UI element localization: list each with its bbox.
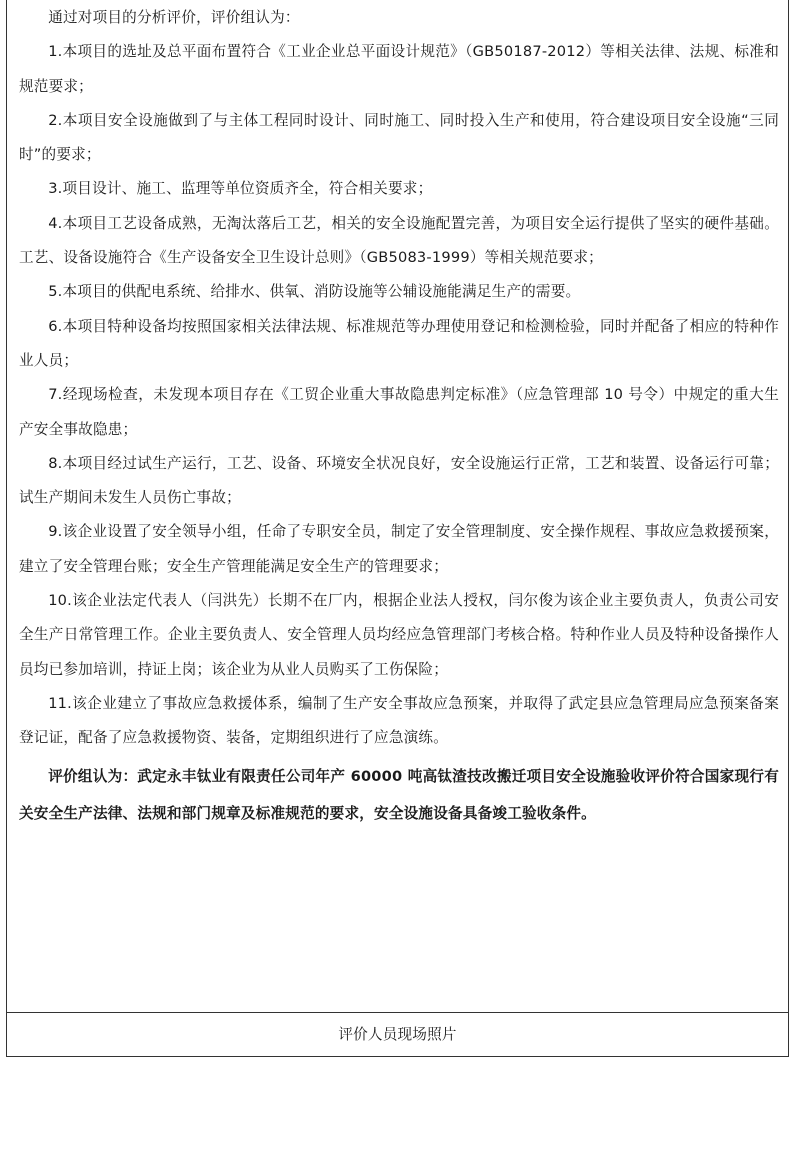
item-paragraph-10: 10.该企业法定代表人（闫洪先）长期不在厂内，根据企业法人授权，闫尔俊为该企业主要负责人，负责公司安全生产日常管理工作。企业主要负责人、安全管理人员均经应急管理部门考核合格。特种作业人员及特种设备操作人员均已参加培训，持证上岗；该企业为从业人员购买了工伤保险； (19, 592, 779, 678)
item-paragraph-11: 11.该企业建立了事故应急救援体系，编制了生产安全事故应急预案，并取得了武定县应急管理局应急预案备案登记证，配备了应急救援物资、装备，定期组织进行了应急演练。 (19, 694, 779, 747)
item-paragraph-9: 9.该企业设置了安全领导小组，任命了专职安全员，制定了安全管理制度、安全操作规程、事故应急救援预案，建立了安全管理台账；安全生产管理能满足安全生产的管理要求； (19, 523, 779, 575)
evaluation-conclusion-cell (6, 0, 789, 1013)
item-paragraph-4: 4.本项目工艺设备成熟，无淘汰落后工艺，相关的安全设施配置完善，为项目安全运行提供了坚实的硬件基础。工艺、设备设施符合《生产设备安全卫生设计总则》（GB5083-1999）等相关规范要求； (19, 214, 779, 267)
item-paragraph-2: 2.本项目安全设施做到了与主体工程同时设计、同时施工、同时投入生产和使用，符合建设项目安全设施“三同时”的要求； (19, 111, 779, 164)
item-paragraph-8: 8.本项目经过试生产运行，工艺、设备、环境安全状况良好，安全设施运行正常，工艺和装置、设备运行可靠；试生产期间未发生人员伤亡事故； (19, 454, 779, 507)
item-paragraph-7: 7.经现场检查，未发现本项目存在《工贸企业重大事故隐患判定标准》（应急管理部 10 号令）中规定的重大生产安全事故隐患； (19, 386, 779, 438)
photo-section-caption: 评价人员现场照片 (338, 1026, 457, 1043)
item-paragraph-1: 1.本项目的选址及总平面布置符合《工业企业总平面设计规范》（GB50187-2012）等相关法律、法规、标准和规范要求； (19, 43, 779, 95)
item-paragraph-3: 3.项目设计、施工、监理等单位资质齐全，符合相关要求； (48, 180, 433, 198)
item-paragraph-6: 6.本项目特种设备均按照国家相关法律法规、标准规范等办理使用登记和检测检验，同时并配备了相应的特种作业人员； (19, 317, 779, 369)
intro-paragraph: 通过对项目的分析评价，评价组认为： (48, 9, 300, 26)
conclusion-paragraph: 评价组认为：武定永丰钛业有限责任公司年产 60000 吨高钛渣技改搬迁项目安全设施验收评价符合国家现行有关安全生产法律、法规和部门规章及标准规范的要求，安全设施设备具备竣工验收条件。 (19, 767, 779, 822)
item-paragraph-5: 5.本项目的供配电系统、给排水、供氧、消防设施等公辅设施能满足生产的需要。 (48, 283, 581, 301)
